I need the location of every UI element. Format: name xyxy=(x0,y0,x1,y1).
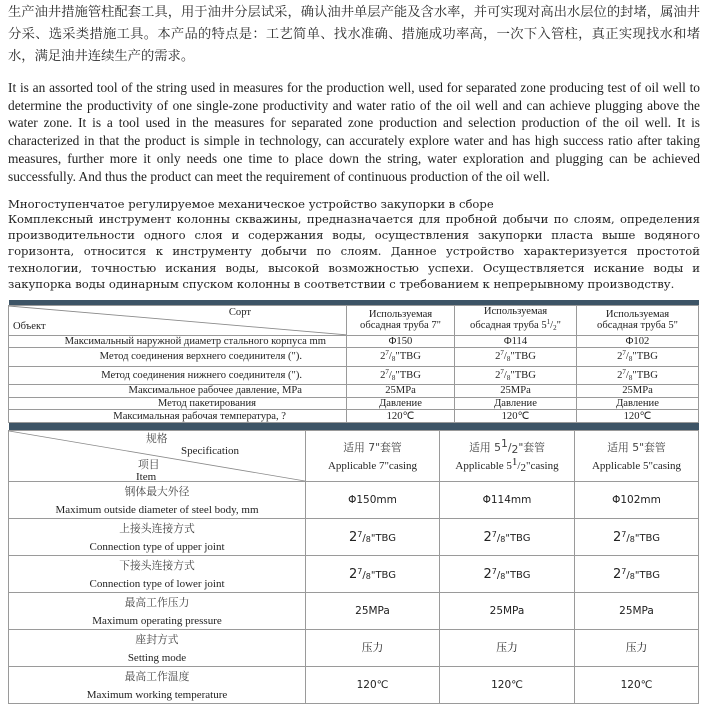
column-header: 适用 7"套管 Applicable 7"casing xyxy=(306,431,440,482)
table-cell: 25MPa xyxy=(440,593,575,630)
row-label: 上接头连接方式 Connection type of upper joint xyxy=(9,519,306,556)
table-row xyxy=(9,630,699,667)
row-label: Максимальное рабочее давление, MPa xyxy=(9,385,347,398)
row-label: 最高工作压力 Maximum operating pressure xyxy=(9,593,306,630)
header-spec-zh: 规格 xyxy=(146,432,168,445)
table-row xyxy=(9,593,699,630)
table-cell: Φ102mm xyxy=(575,482,699,519)
table-cell: Давление xyxy=(455,397,577,410)
column-header: Используемая обсадная труба 5" xyxy=(577,306,699,336)
table-cell: 120℃ xyxy=(306,667,440,704)
table-cell: 120℃ xyxy=(347,410,455,423)
table-header-row xyxy=(9,431,699,482)
row-label: 下接头连接方式 Connection type of lower joint xyxy=(9,556,306,593)
table-cell: $2^7/_8"TBG$ xyxy=(577,348,699,366)
table-row xyxy=(9,667,699,704)
table-row xyxy=(9,385,699,398)
table-cell: $2^7/_8"TBG$ xyxy=(455,366,577,384)
row-label: 最高工作温度 Maximum working temperature xyxy=(9,667,306,704)
table-cell: Φ114 xyxy=(455,335,577,348)
table-cell: $2^7/_8"TBG$ xyxy=(577,366,699,384)
table-cell: 25MPa xyxy=(577,385,699,398)
header-sort-label: Сорт xyxy=(228,307,251,318)
table-cell: 120℃ xyxy=(577,410,699,423)
table-cell: 压力 xyxy=(440,630,575,667)
table-cell: 25MPa xyxy=(306,593,440,630)
table-cell: Давление xyxy=(347,397,455,410)
table-cell: $2^7/8"TBG$ xyxy=(440,519,575,556)
table-cell: $2^7/_8"TBG$ xyxy=(347,348,455,366)
header-object-label: Объект xyxy=(13,321,46,333)
header-item-en: Item xyxy=(136,471,157,482)
row-label: Максимальная рабочая температура, ? xyxy=(9,410,347,423)
intro-russian: Комплексный инструмент колонны скважины, предназначается для пробной добычи по слоям, определения производительности одного слоя и содержания воды, осуществления закупорки пласта выше водяного горизонта, относится к инструменту добычи по слоям. Данное устройство характеризуется простотой технологии, точностью искания воды, высокой возможностью успехи. Осуществляется искание воды и закупорка воды одинарным спуском колонны в соответствии с требованием к непрерывному производству. xyxy=(8,212,700,291)
table-cell: Давление xyxy=(577,397,699,410)
table-cell: $2^7/8"TBG$ xyxy=(306,519,440,556)
column-header: Используемая обсадная труба 7" xyxy=(347,306,455,336)
header-spec-en: Specification xyxy=(181,445,240,457)
table-cell: Φ150 xyxy=(347,335,455,348)
header-diagonal-cell xyxy=(9,306,347,336)
table-row xyxy=(9,482,699,519)
table-cell: $2^7/8"TBG$ xyxy=(575,519,699,556)
intro-russian-title: Многоступенчатое регулируемое механическое устройство закупорки в сборе xyxy=(8,197,494,211)
row-label: Метод пакетирования xyxy=(9,397,347,410)
row-label: Максимальный наружной диаметр стального корпуса mm xyxy=(9,335,347,348)
table-cell: $2^7/8"TBG$ xyxy=(440,556,575,593)
table-cell: 120℃ xyxy=(575,667,699,704)
diagonal-divider xyxy=(9,306,346,335)
table-row xyxy=(9,366,699,384)
row-label: 座封方式 Setting mode xyxy=(9,630,306,667)
table-cell: Φ114mm xyxy=(440,482,575,519)
table-cell: Φ102 xyxy=(577,335,699,348)
table-cell: 25MPa xyxy=(575,593,699,630)
column-header: 适用 5"套管 Applicable 5"casing xyxy=(575,431,699,482)
table-row xyxy=(9,519,699,556)
table-cell: $2^7/8"TBG$ xyxy=(306,556,440,593)
bilingual-spec-table xyxy=(8,423,699,704)
table-cell: 25MPa xyxy=(455,385,577,398)
row-label: Метод соединения верхнего соединителя ("). xyxy=(9,348,347,366)
table-row xyxy=(9,556,699,593)
intro-english: It is an assorted tool of the string used in measures for the production well, used for separated zone producing test of oil well to determine the productivity of one single-zone productivity and water ratio of the oil well and can achieve plugging above the water zone. It is a tool used in the measures for separated zone production and selection production of the oil well. It is characterized in that the product is simple in technology, can accurately explore water and has high success ratio after taking measures, further more it only needs one time to place down the string, water exploration and plugging can be achieved successfully. And thus the product can meet the requirement of continuous production of the oil well. xyxy=(8,80,700,184)
table-top-bar xyxy=(9,423,699,431)
header-item-zh: 项目 xyxy=(138,458,160,471)
intro-chinese: 生产油井措施管柱配套工具，用于油井分层试采，确认油井单层产能及含水率，并可实现对高出水层位的封堵，属油井分采、选采类措施工具。本产品的特点是：工艺简单、找水准确、措施成功率高，一次下入管柱，真正实现找水和堵水，满足油井连续生产的需求。 xyxy=(8,5,700,64)
table-cell: Φ150mm xyxy=(306,482,440,519)
row-label: Метод соединения нижнего соединителя ("). xyxy=(9,366,347,384)
table-cell: 压力 xyxy=(306,630,440,667)
table-row xyxy=(9,410,699,423)
russian-spec-table xyxy=(8,300,699,423)
table-cell: 120℃ xyxy=(440,667,575,704)
table-cell: $2^7/_8"TBG$ xyxy=(455,348,577,366)
table-row xyxy=(9,348,699,366)
table-row xyxy=(9,335,699,348)
table-cell: $2^7/_8"TBG$ xyxy=(347,366,455,384)
table-header-row xyxy=(9,306,699,336)
table-cell: $2^7/8"TBG$ xyxy=(575,556,699,593)
table-cell: 25MPa xyxy=(347,385,455,398)
table-cell: 120℃ xyxy=(455,410,577,423)
table-row xyxy=(9,397,699,410)
table-cell: 压力 xyxy=(575,630,699,667)
column-header: 适用 $5^1/2$"套管 Applicable $5^1/2"casing$ xyxy=(440,431,575,482)
column-header: Используемая обсадная труба $5^1/_2$" xyxy=(455,306,577,336)
header-diagonal-cell xyxy=(9,431,306,482)
row-label: 钢体最大外径 Maximum outside diameter of steel body, mm xyxy=(9,482,306,519)
